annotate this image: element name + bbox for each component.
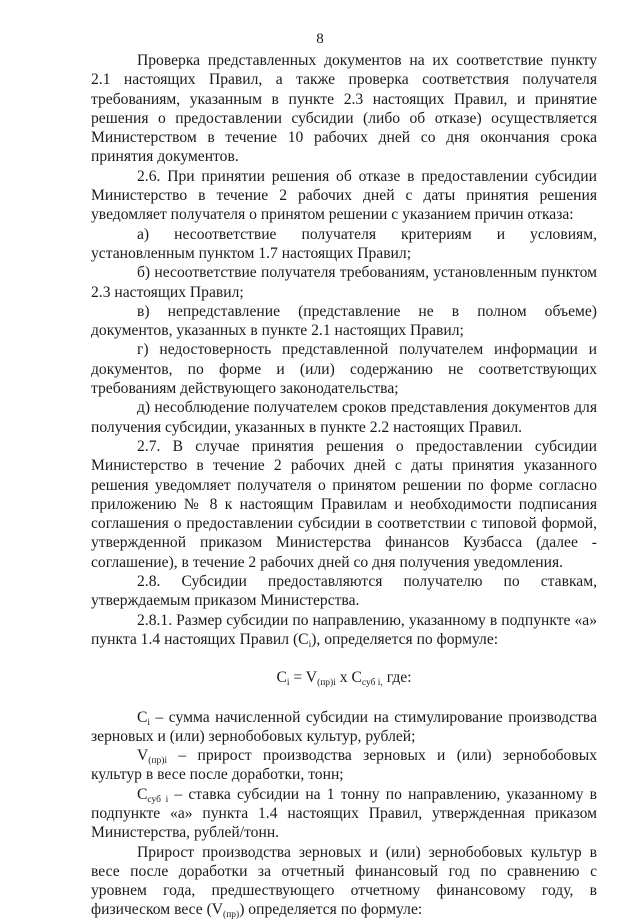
list-item-g: г) недостоверность представленной получателем информации и документов, по форме и (или) содержанию не соответствующих требованиям действующего законодательства; [91,341,597,398]
page-number: 8 [316,31,324,47]
definition-v: $V_{(пр)i}$ – прирост производства зерновых и (или) зернобобовых культур в весе после доработки, тонн; [91,747,597,784]
definition-ci: $С_i$ – сумма начисленной субсидии на стимулирование производства зерновых и (или) зернобобовых культур, рублей; [91,708,597,745]
paragraph-2-8-1: 2.8.1. Размер субсидии по направлению, указанному в подпункте «а» пункта 1.4 настоящих Правил $(С_i)$, определяется по формуле: [91,611,597,650]
document-body [91,51,597,920]
list-item-a: а) несоответствие получателя критериям и условиям, установленным пунктом 1.7 настоящих Правил; [91,225,597,262]
subsidy-formula: $С_i = V_{(пр)i}$ x $С_{суб i,}$ где: [276,669,412,689]
paragraph-2-8: 2.8. Субсидии предоставляются получателю по ставкам, утверждаемым приказом Министерства. [91,573,597,610]
paragraph-document-check: Проверка представленных документов на их соответствие пункту 2.1 настоящих Правил, а также проверка соответствия получателя требованиям, указанным в пункте 2.3 настоящих Правил, и принятие решения о предоставлении субсидии (либо об отказе) осуществляется Министерством в течение 10 рабочих дней со дня окончания срока принятия документов. [91,52,597,166]
paragraph-2-7: 2.7. В случае принятия решения о предоставлении субсидии Министерство в течение 2 рабочих дней с даты принятия указанного решения уведомляет получателя о принятом решении по форме согласно приложению № 8 к настоящим Правилам и необходимости подписания соглашения о предоставлении субсидии в соответствии с типовой формой, утвержденной приказом Министерства финансов Кузбасса (далее - соглашение), в течение 2 рабочих дней со дня получения уведомления. [91,437,597,571]
list-item-b: б) несоответствие получателя требованиям, установленным пунктом 2.3 настоящих Правил; [91,264,597,301]
list-item-d: д) несоблюдение получателем сроков представления документов для получения субсидии, указанных в пункте 2.2 настоящих Правил. [91,399,597,436]
list-item-v: в) непредставление (представление не в полном объеме) документов, указанных в пункте 2.1 настоящих Правил; [91,302,597,340]
definition-csub: $С_{суб i}$ – ставка субсидии на 1 тонну по направлению, указанному в подпункте «а» пункта 1.4 настоящих Правил, утвержденная приказом Министерства, рублей/тонн. [91,785,597,842]
paragraph-2-6: 2.6. При принятии решения об отказе в предоставлении субсидии Министерство в течение 2 рабочих дней с даты принятия решения уведомляет получателя о принятом решении с указанием причин отказа: [91,167,597,224]
paragraph-growth: Прирост производства зерновых и (или) зернобобовых культур в весе после доработки за отчетный финансовый год по сравнению с уровнем года, предшествующего отчетному финансовому году, в физическом весе $(V_{(пр)})$ определяется по формуле: [91,843,597,920]
